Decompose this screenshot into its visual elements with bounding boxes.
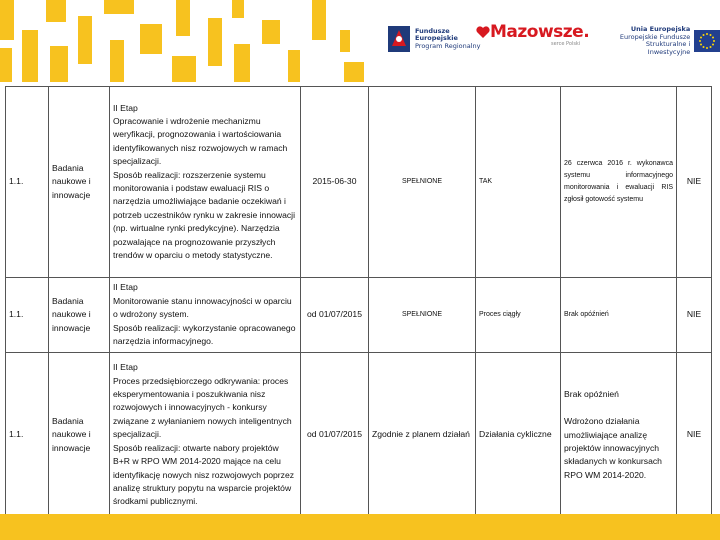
cell-number: 1.1. (6, 87, 49, 278)
header-banner (0, 0, 720, 82)
cell-number: 1.1. (6, 353, 49, 518)
cell-status: Zgodnie z planem działań (369, 353, 476, 518)
cell-delay: NIE (677, 278, 712, 353)
decorative-block (312, 0, 326, 40)
cell-delay: NIE (677, 87, 712, 278)
decorative-block (22, 30, 38, 82)
cell-deadline: 2015-06-30 (301, 87, 369, 278)
cell-stage-description: II Etap Proces przedsiębiorczego odkrywania: proces eksperymentowania i poszukiwania nisz rozwojowych i innowacyjnych - konkursy związane z wyłanianiem nowych inteligentnych specjalizacji. Sposób realizacji: otwarte nabory projektów B+R w RPO WM 2014-2020 mające na celu identyfikację nowych nisz rozwojowych poprzez analizę struktury popytu na wsparcie projektów środkami publicznymi. (110, 353, 301, 518)
cell-fulfilled: Proces ciągły (476, 278, 561, 353)
mazowsze-wordmark: Mazowsze. (490, 22, 590, 42)
eu-flag-icon (694, 30, 720, 52)
ue-logo-line1: Unia Europejska (630, 25, 691, 33)
ue-logo-line2: Europejskie Fundusze (619, 32, 691, 41)
decorative-block (176, 0, 190, 36)
action-plan-table (5, 86, 712, 518)
decorative-block (50, 46, 68, 82)
decorative-block (0, 0, 14, 40)
cell-area: Badania naukowe i innowacje (49, 278, 110, 353)
eu-stars-icon (698, 32, 716, 50)
decorative-block (172, 56, 196, 82)
cell-fulfilled: TAK (476, 87, 561, 278)
decorative-block (344, 62, 364, 82)
decorative-block (340, 30, 350, 52)
cell-area: Badania naukowe i innowacje (49, 87, 110, 278)
decorative-block (232, 0, 244, 18)
mazowsze-tagline: serce Polski (551, 41, 581, 47)
cell-deadline: od 01/07/2015 (301, 278, 369, 353)
document-sheet (0, 82, 720, 514)
cell-area: Badania naukowe i innowacje (49, 353, 110, 518)
cell-number: 1.1. (6, 278, 49, 353)
decorative-block (110, 40, 124, 82)
fe-logo-line2: Europejskie (415, 34, 458, 43)
fe-logo-line3: Program Regionalny (415, 41, 481, 50)
cell-deadline: od 01/07/2015 (301, 353, 369, 518)
unia-europejska-logo (614, 26, 720, 56)
decorative-block (46, 0, 66, 22)
cell-comment (561, 353, 677, 518)
decorative-block (288, 50, 300, 82)
ue-logo-line3: Strukturalne i Inwestycyjne (645, 40, 691, 56)
cell-status: SPEŁNIONE (369, 278, 476, 353)
table-row (6, 353, 712, 518)
cell-delay: NIE (677, 353, 712, 518)
decorative-block (140, 24, 162, 54)
cell-fulfilled: Działania cykliczne (476, 353, 561, 518)
cell-comment: Brak opóźnień (561, 278, 677, 353)
comment-body: Wdrożono działania umożliwiające analizę projektów innowacyjnych składanych w konkursach RPO WM 2014-2020. (564, 416, 662, 480)
fundusze-europejskie-logo (388, 26, 481, 52)
fundusze-star-icon (388, 26, 410, 52)
table-row (6, 278, 712, 353)
decorative-block (234, 44, 250, 82)
decorative-block (262, 20, 280, 44)
heart-icon (476, 26, 490, 39)
decorative-block (104, 0, 134, 14)
table-row (6, 87, 712, 278)
fe-logo-line1: Fundusze (415, 26, 450, 35)
decorative-block (0, 48, 12, 82)
decorative-block (208, 18, 222, 66)
decorative-block (78, 16, 92, 64)
footer-bar (0, 514, 720, 540)
mazowsze-logo (476, 22, 589, 47)
cell-status: SPEŁNIONE (369, 87, 476, 278)
cell-comment: 26 czerwca 2016 r. wykonawca systemu informacyjnego monitorowania i ewaluacji RIS zgłosił gotowość systemu (561, 87, 677, 278)
cell-stage-description: II Etap Opracowanie i wdrożenie mechanizmu weryfikacji, prognozowania i wartościowania identyfikowanych nisz rozwojowych w ramach specjalizacji. Sposób realizacji: rozszerzenie systemu monitorowania i podstaw ewaluacji RIS o narzędzia umożliwiające badanie oczekiwań i potrzeb uczestników rynku w zakresie innowacji (np. wirtualne rynki predykcyjne). Narzędzia pozwalające na prognozowanie przyszłych trendów w oparciu o metody statystyczne. (110, 87, 301, 278)
comment-top: Brak opóźnień (564, 388, 619, 399)
cell-stage-description: II Etap Monitorowanie stanu innowacyjności w oparciu o wdrożony system. Sposób realizacji: wykorzystanie opracowanego narzędzia informacyjnego. (110, 278, 301, 353)
